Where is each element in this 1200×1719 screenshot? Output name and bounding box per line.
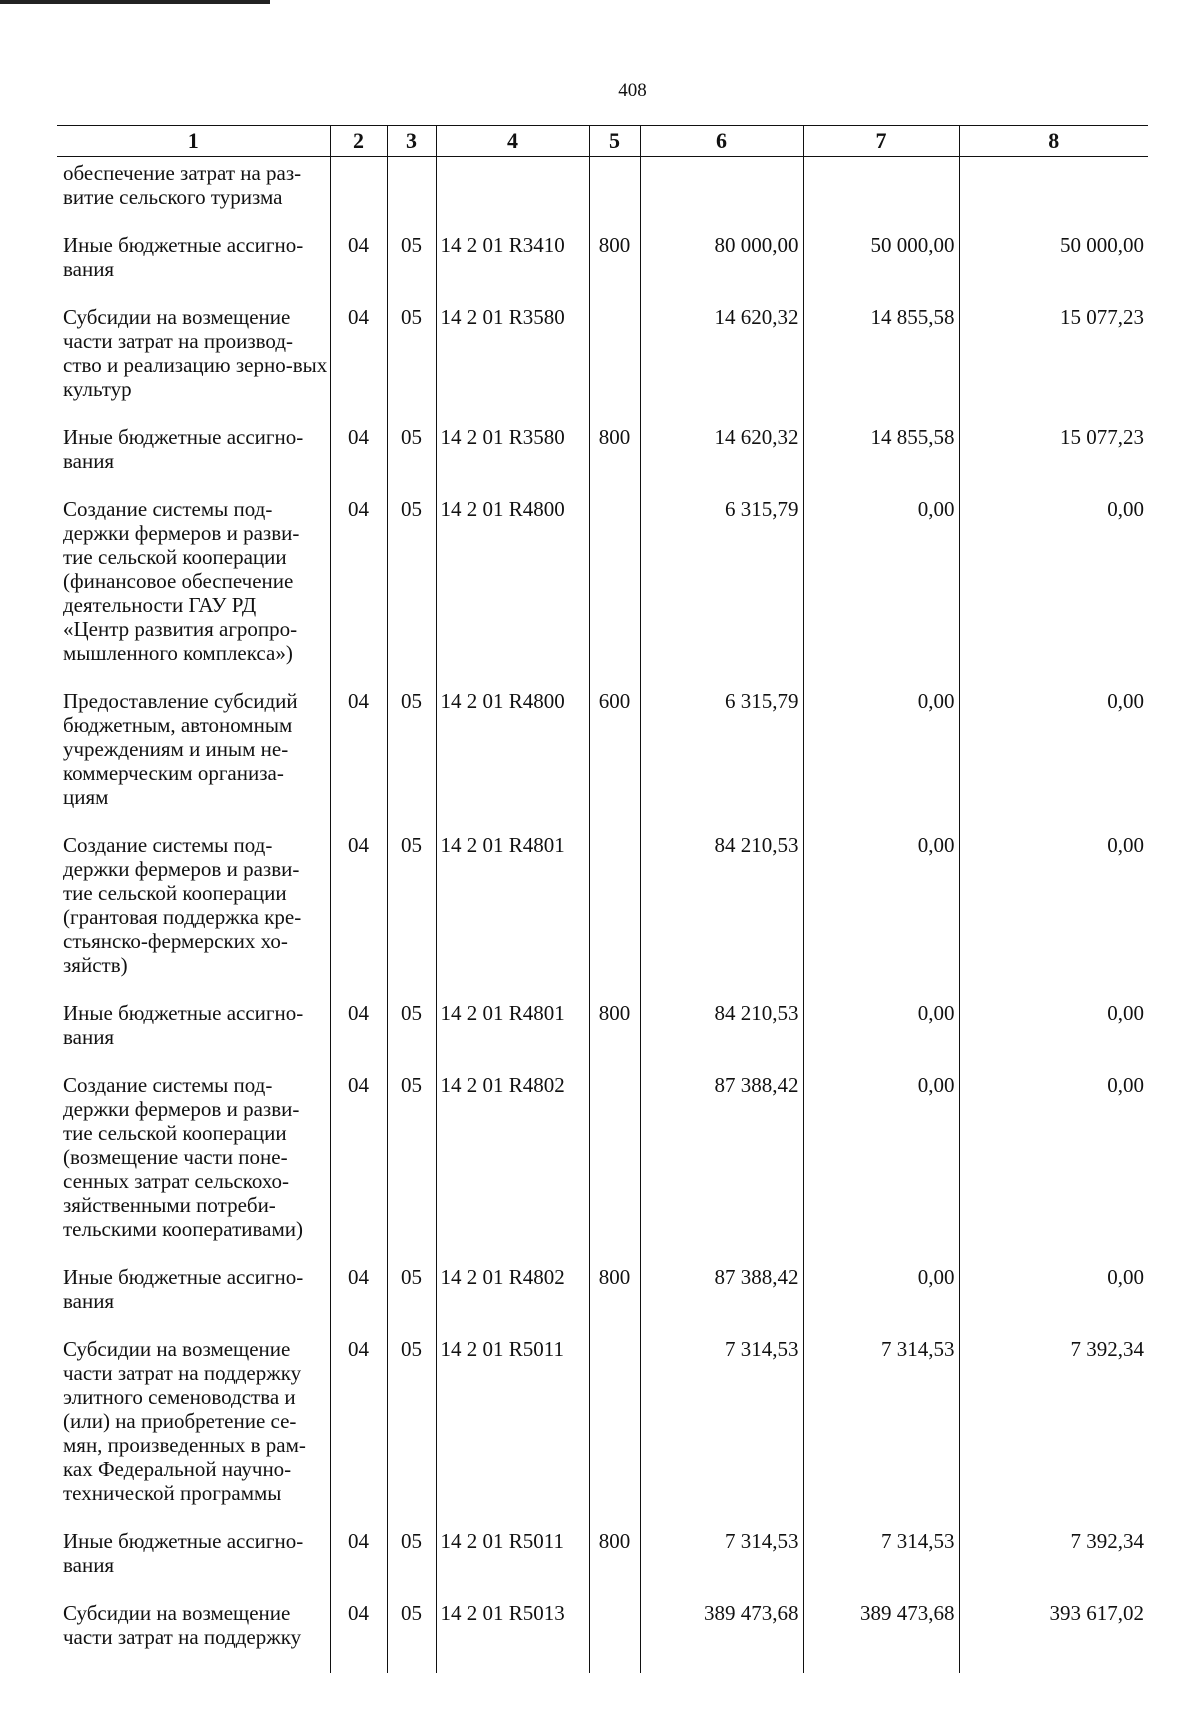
amount-col8: 7 392,34: [959, 1529, 1148, 1601]
amount-col7: 14 855,58: [803, 305, 959, 425]
column-header-7: 7: [803, 126, 959, 157]
amount-col7: 0,00: [803, 689, 959, 833]
amount-col8: 50 000,00: [959, 233, 1148, 305]
amount-col8: 0,00: [959, 833, 1148, 1001]
target-article-code: [436, 157, 589, 234]
target-article-code: 14 2 01 R4802: [436, 1073, 589, 1265]
subsection-code: 05: [387, 497, 436, 689]
amount-col6: 6 315,79: [640, 497, 803, 689]
table-row: [57, 689, 1148, 833]
amount-col6: 14 620,32: [640, 305, 803, 425]
table-row: [57, 1073, 1148, 1265]
amount-col8: 393 617,02: [959, 1601, 1148, 1673]
amount-col6: [640, 157, 803, 234]
item-name: Иные бюджетные ассигно-вания: [63, 425, 304, 473]
expense-type-code: 800: [589, 1529, 640, 1601]
section-code: 04: [330, 305, 387, 425]
amount-col8: 7 392,34: [959, 1337, 1148, 1529]
amount-col8: 15 077,23: [959, 305, 1148, 425]
subsection-code: 05: [387, 689, 436, 833]
amount-col6: 80 000,00: [640, 233, 803, 305]
amount-col6: 7 314,53: [640, 1337, 803, 1529]
section-code: 04: [330, 1601, 387, 1673]
target-article-code: 14 2 01 R5011: [436, 1337, 589, 1529]
target-article-code: 14 2 01 R4800: [436, 689, 589, 833]
subsection-code: 05: [387, 1001, 436, 1073]
expense-type-code: 800: [589, 425, 640, 497]
table-row: [57, 833, 1148, 1001]
section-code: 04: [330, 497, 387, 689]
amount-col7: 0,00: [803, 497, 959, 689]
section-code: 04: [330, 1529, 387, 1601]
amount-col8: 0,00: [959, 1001, 1148, 1073]
expense-type-code: [589, 833, 640, 1001]
column-header-8: 8: [959, 126, 1148, 157]
expense-type-code: [589, 1073, 640, 1265]
amount-col7: [803, 157, 959, 234]
item-name: Иные бюджетные ассигно-вания: [63, 1529, 304, 1577]
section-code: 04: [330, 1265, 387, 1337]
amount-col7: 7 314,53: [803, 1337, 959, 1529]
item-name: Субсидии на возмещение части затрат на производ-ство и реализацию зерно-вых культур: [63, 305, 328, 401]
item-name: Субсидии на возмещение части затрат на поддержку: [63, 1601, 302, 1649]
expense-type-code: [589, 497, 640, 689]
table-row: [57, 233, 1148, 305]
target-article-code: 14 2 01 R4802: [436, 1265, 589, 1337]
amount-col7: 7 314,53: [803, 1529, 959, 1601]
table-row: [57, 1601, 1148, 1673]
table-row: [57, 425, 1148, 497]
expense-type-code: [589, 305, 640, 425]
item-name: обеспечение затрат на раз-витие сельского туризма: [63, 161, 302, 209]
subsection-code: 05: [387, 1337, 436, 1529]
subsection-code: 05: [387, 1601, 436, 1673]
item-name: Создание системы под-держки фермеров и разви-тие сельской кооперации (грантовая поддержка кре-стьянско-фермерских хо-зяйств): [63, 833, 302, 977]
amount-col7: 0,00: [803, 833, 959, 1001]
subsection-code: 05: [387, 305, 436, 425]
item-name: Иные бюджетные ассигно-вания: [63, 1001, 304, 1049]
expense-type-code: [589, 1337, 640, 1529]
subsection-code: 05: [387, 833, 436, 1001]
expense-type-code: 800: [589, 1001, 640, 1073]
amount-col7: 50 000,00: [803, 233, 959, 305]
expense-type-code: [589, 157, 640, 234]
item-name: Создание системы под-держки фермеров и разви-тие сельской кооперации (возмещение части поне-сенных затрат сельскохо-зяйственными потреби-тельскими кооперативами): [63, 1073, 303, 1241]
expense-type-code: 800: [589, 1265, 640, 1337]
subsection-code: 05: [387, 425, 436, 497]
table-row: [57, 1265, 1148, 1337]
subsection-code: 05: [387, 1265, 436, 1337]
amount-col8: 0,00: [959, 1073, 1148, 1265]
column-header-5: 5: [589, 126, 640, 157]
target-article-code: 14 2 01 R3410: [436, 233, 589, 305]
header-row: [57, 126, 1148, 157]
column-header-2: 2: [330, 126, 387, 157]
target-article-code: 14 2 01 R4801: [436, 1001, 589, 1073]
column-header-6: 6: [640, 126, 803, 157]
item-name: Иные бюджетные ассигно-вания: [63, 233, 304, 281]
section-code: 04: [330, 833, 387, 1001]
section-code: 04: [330, 425, 387, 497]
amount-col6: 87 388,42: [640, 1073, 803, 1265]
table-row: [57, 1529, 1148, 1601]
column-header-3: 3: [387, 126, 436, 157]
table-row: [57, 497, 1148, 689]
amount-col7: 389 473,68: [803, 1601, 959, 1673]
page-number: 408: [618, 80, 647, 101]
table-row: [57, 157, 1148, 234]
section-code: 04: [330, 1337, 387, 1529]
table-body: [57, 157, 1148, 1674]
target-article-code: 14 2 01 R5013: [436, 1601, 589, 1673]
target-article-code: 14 2 01 R4800: [436, 497, 589, 689]
target-article-code: 14 2 01 R4801: [436, 833, 589, 1001]
amount-col7: 0,00: [803, 1073, 959, 1265]
amount-col6: 84 210,53: [640, 833, 803, 1001]
amount-col6: 389 473,68: [640, 1601, 803, 1673]
target-article-code: 14 2 01 R5011: [436, 1529, 589, 1601]
amount-col8: 15 077,23: [959, 425, 1148, 497]
column-header-1: 1: [57, 126, 330, 157]
section-code: [330, 157, 387, 234]
table-row: [57, 1337, 1148, 1529]
amount-col6: 7 314,53: [640, 1529, 803, 1601]
expense-type-code: 800: [589, 233, 640, 305]
amount-col6: 14 620,32: [640, 425, 803, 497]
amount-col6: 6 315,79: [640, 689, 803, 833]
amount-col7: 0,00: [803, 1001, 959, 1073]
item-name: Субсидии на возмещение части затрат на поддержку элитного семеноводства и (или) на приобретение се-мян, произведенных в рам-ках Федеральной научно-технической программы: [63, 1337, 306, 1505]
item-name: Создание системы под-держки фермеров и разви-тие сельской кооперации (финансовое обеспечение деятельности ГАУ РД «Центр развития агропро-мышленного комплекса»): [63, 497, 300, 665]
section-code: 04: [330, 233, 387, 305]
target-article-code: 14 2 01 R3580: [436, 425, 589, 497]
table-row: [57, 1001, 1148, 1073]
item-name: Предоставление субсидий бюджетным, автономным учреждениям и иным не-коммерческим организа-циям: [63, 689, 298, 809]
subsection-code: [387, 157, 436, 234]
column-header-4: 4: [436, 126, 589, 157]
section-code: 04: [330, 689, 387, 833]
target-article-code: 14 2 01 R3580: [436, 305, 589, 425]
section-code: 04: [330, 1073, 387, 1265]
expense-type-code: [589, 1601, 640, 1673]
subsection-code: 05: [387, 1529, 436, 1601]
subsection-code: 05: [387, 1073, 436, 1265]
amount-col8: 0,00: [959, 1265, 1148, 1337]
amount-col7: 0,00: [803, 1265, 959, 1337]
amount-col8: [959, 157, 1148, 234]
budget-table: [57, 125, 1148, 1673]
amount-col7: 14 855,58: [803, 425, 959, 497]
subsection-code: 05: [387, 233, 436, 305]
scan-edge-mark: [0, 0, 270, 4]
table-row: [57, 305, 1148, 425]
amount-col8: 0,00: [959, 497, 1148, 689]
item-name: Иные бюджетные ассигно-вания: [63, 1265, 304, 1313]
expense-type-code: 600: [589, 689, 640, 833]
section-code: 04: [330, 1001, 387, 1073]
amount-col6: 87 388,42: [640, 1265, 803, 1337]
amount-col8: 0,00: [959, 689, 1148, 833]
amount-col6: 84 210,53: [640, 1001, 803, 1073]
